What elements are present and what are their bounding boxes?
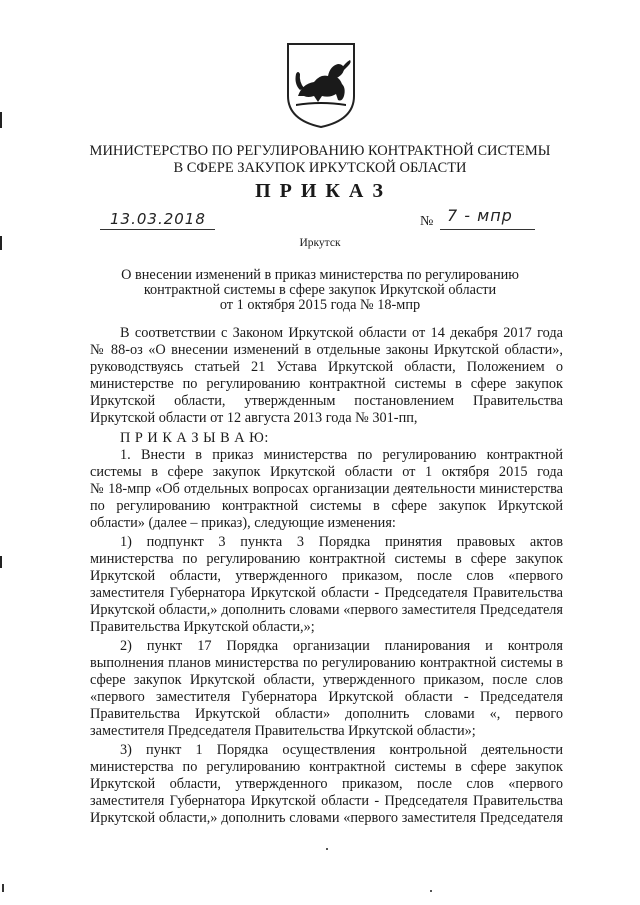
- document-type-heading: П Р И К А З: [255, 180, 385, 202]
- text-line: Правительства Иркутской области» дополнить словами «, первого: [90, 706, 563, 722]
- scan-edge-mark: [0, 112, 2, 128]
- preamble-paragraph: [90, 325, 563, 427]
- order-directive: П Р И К А З Ы В А Ю:: [120, 430, 269, 446]
- text-line: № 18-мпр «Об отдельных вопросах организации деятельности министерства: [90, 481, 563, 497]
- date-underline: [100, 229, 215, 230]
- ministry-name-line1: МИНИСТЕРСТВО ПО РЕГУЛИРОВАНИЮ КОНТРАКТНОЙ СИСТЕМЫ: [89, 143, 551, 159]
- text-line: В соответствии с Законом Иркутской области от 14 декабря 2017 года: [120, 325, 563, 341]
- text-line: министерстве по регулированию контрактной системы в сфере закупок: [90, 376, 563, 392]
- subitem-1-paragraph: [90, 534, 563, 636]
- text-line: области» (далее – приказ), следующие изменения:: [90, 515, 396, 531]
- text-line: системы в сфере закупок Иркутской области от 1 октября 2015 года: [90, 464, 563, 480]
- text-line: Иркутской области, утвержденного приказом, после слов «первого: [90, 568, 563, 584]
- text-line: министерства по регулированию контрактной системы в сфере закупок: [90, 551, 563, 567]
- subitem-3-paragraph: [90, 742, 563, 827]
- scan-edge-mark: [0, 556, 2, 568]
- text-line: заместителя Губернатора Иркутской области - Председателя Правительства: [90, 793, 563, 809]
- text-line: 2) пункт 17 Порядка организации планирования и контроля: [120, 638, 563, 654]
- handwritten-date: 13.03.2018: [110, 210, 206, 228]
- text-line: выполнения планов министерства по регулированию контрактной системы в: [90, 655, 563, 671]
- order-title-line3: от 1 октября 2015 года № 18-мпр: [219, 297, 421, 313]
- text-line: Иркутской области,» дополнить словами «первого заместителя Председателя: [90, 602, 563, 618]
- number-underline: [440, 229, 535, 230]
- text-line: Иркутской области, утвержденным постановлением Правительства: [90, 393, 563, 409]
- text-line: 1) подпункт 3 пункта 3 Порядка принятия правовых актов: [120, 534, 563, 550]
- handwritten-number: 7 - мпр: [447, 206, 513, 225]
- ministry-name: [0, 143, 640, 177]
- text-line: сфере закупок Иркутской области, утвержденного приказом, после слов: [90, 672, 563, 688]
- order-title-line2: контрактной системы в сфере закупок Иркутской области: [143, 282, 497, 298]
- subitem-2-paragraph: [90, 638, 563, 740]
- text-line: по регулированию контрактной системы в сфере закупок Иркутской: [90, 498, 563, 514]
- text-line: заместителя Губернатора Иркутской области - Председателя Правительства: [90, 585, 563, 601]
- text-line: № 88-оз «О внесении изменений в отдельные законы Иркутской области»,: [90, 342, 563, 358]
- text-line: «первого заместителя Губернатора Иркутской области - Председателя: [90, 689, 563, 705]
- scan-speck: [430, 890, 432, 892]
- number-prefix: №: [420, 214, 434, 229]
- text-line: 3) пункт 1 Порядка осуществления контрольной деятельности: [120, 742, 563, 758]
- text-line: министерства по регулированию контрактной системы в сфере закупок: [90, 759, 563, 775]
- text-line: Иркутской области, утвержденного приказом, после слов «первого: [90, 776, 563, 792]
- scan-speck: [326, 848, 328, 850]
- order-title-line1: О внесении изменений в приказ министерства по регулированию: [121, 267, 519, 283]
- text-line: Правительства Иркутской области,»;: [90, 619, 315, 635]
- order-title: [0, 268, 640, 313]
- text-line: Иркутской области от 12 августа 2013 года № 301-пп,: [90, 410, 418, 426]
- text-line: заместителя Председателя Правительства Иркутской области»;: [90, 723, 476, 739]
- scan-speck: [2, 884, 4, 892]
- coat-of-arms-emblem: [284, 40, 358, 130]
- city-label: Иркутск: [299, 237, 341, 249]
- text-line: Иркутской области,» дополнить словами «первого заместителя Председателя: [90, 810, 563, 826]
- ministry-name-line2: В СФЕРЕ ЗАКУПОК ИРКУТСКОЙ ОБЛАСТИ: [173, 160, 467, 176]
- text-line: руководствуясь статьей 21 Устава Иркутской области, Положением о: [90, 359, 563, 375]
- item-1-paragraph: [90, 447, 563, 532]
- text-line: 1. Внести в приказ министерства по регулированию контрактной: [120, 447, 563, 463]
